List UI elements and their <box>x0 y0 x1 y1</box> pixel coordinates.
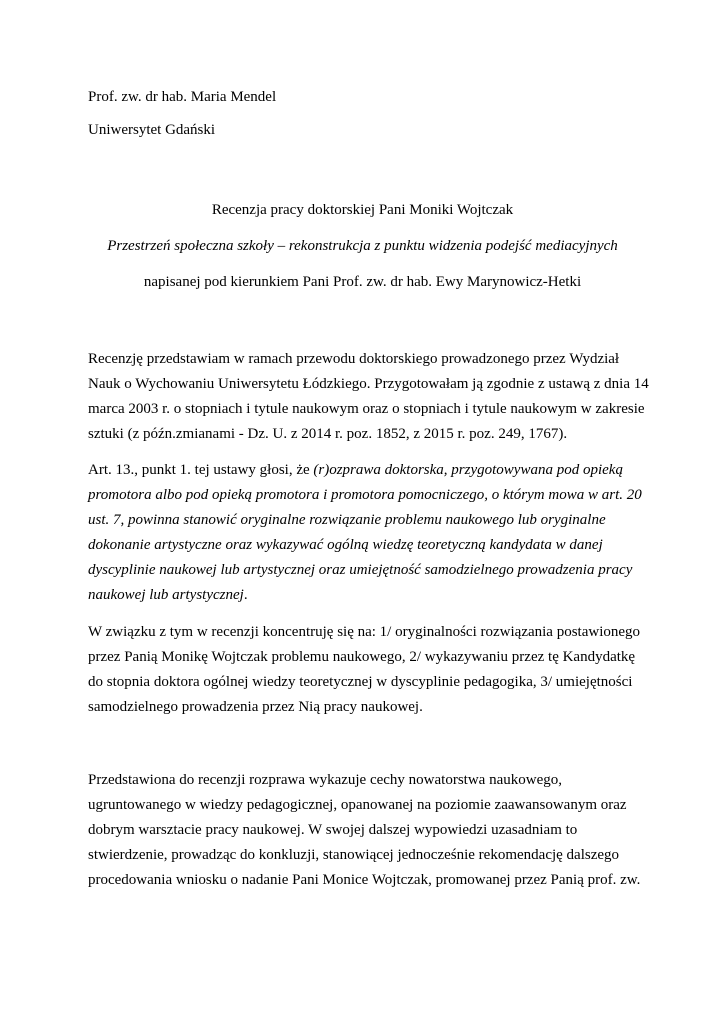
university-name: Uniwersytet Gdański <box>88 122 216 138</box>
review-title: Recenzja pracy doktorskiej Pani Moniki Wojtczak <box>211 202 514 218</box>
paragraph-line: ugruntowanego w wiedzy pedagogicznej, opanowanej na poziomie zaawansowanym oraz <box>88 797 627 813</box>
paragraph-line: W związku z tym w recenzji koncentruję się na: 1/ oryginalności rozwiązania postawionego <box>88 624 641 640</box>
paragraph-line: Przedstawiona do recenzji rozprawa wykazuje cechy nowatorstwa naukowego, <box>88 772 562 788</box>
paragraph-line: przez Panią Monikę Wojtczak problemu naukowego, 2/ wykazywaniu przez tę Kandydatkę <box>88 649 636 665</box>
paragraph-line: procedowania wniosku o nadanie Pani Monice Wojtczak, promowanej przez Panią prof. zw. <box>88 872 641 888</box>
quote-text: naukowej lub artystycznej <box>88 587 244 603</box>
author-name: Prof. zw. dr hab. Maria Mendel <box>88 89 277 105</box>
quote-line: promotora albo pod opieką promotora i promotora pomocniczego, o którym mowa w art. 20 <box>88 487 642 503</box>
quote-end-text: . <box>243 587 248 603</box>
paragraph-line: stwierdzenie, prowadząc do konkluzji, stanowiącej jednocześnie rekomendację dalszego <box>88 847 620 863</box>
quote-lead-text: Art. 13., punkt 1. tej ustawy głosi, że <box>88 462 314 478</box>
paragraph-line: sztuki (z późn.zmianami - Dz. U. z 2014 r. poz. 1852, z 2015 r. poz. 249, 1767). <box>88 426 568 442</box>
quote-line: dokonanie artystyczne oraz wykazywać ogólną wiedzę teoretyczną kandydata w danej <box>88 537 603 553</box>
paragraph-line: do stopnia doktora ogólnej wiedzy teoretycznej w dyscyplinie pedagogika, 3/ umiejętności <box>88 674 633 690</box>
paragraph-line <box>88 585 248 605</box>
supervisor-line: napisanej pod kierunkiem Pani Prof. zw. dr hab. Ewy Marynowicz-Hetki <box>143 274 582 290</box>
paragraph-line: Recenzję przedstawiam w ramach przewodu doktorskiego prowadzonego przez Wydział <box>88 351 620 367</box>
paragraph-line: marca 2003 r. o stopniach i tytule naukowym oraz o stopniach i tytule naukowym w zakresie <box>88 401 645 417</box>
quote-line: ust. 7, powinna stanowić oryginalne rozwiązanie problemu naukowego lub oryginalne <box>88 512 606 528</box>
quote-line: dyscyplinie naukowej lub artystycznej oraz umiejętność samodzielnego prowadzenia pracy <box>88 562 633 578</box>
quote-text: (r)ozprawa doktorska, przygotowywana pod opieką <box>313 462 623 478</box>
dissertation-title: Przestrzeń społeczna szkoły – rekonstrukcja z punktu widzenia podejść mediacyjnych <box>107 238 618 254</box>
paragraph-line: Nauk o Wychowaniu Uniwersytetu Łódzkiego. Przygotowałam ją zgodnie z ustawą z dnia 14 <box>88 376 649 392</box>
paragraph-line: dobrym warsztacie pracy naukowej. W swojej dalszej wypowiedzi uzasadniam to <box>88 822 578 838</box>
paragraph-line: samodzielnego prowadzenia przez Nią pracy naukowej. <box>88 699 423 715</box>
paragraph-line <box>88 460 623 480</box>
